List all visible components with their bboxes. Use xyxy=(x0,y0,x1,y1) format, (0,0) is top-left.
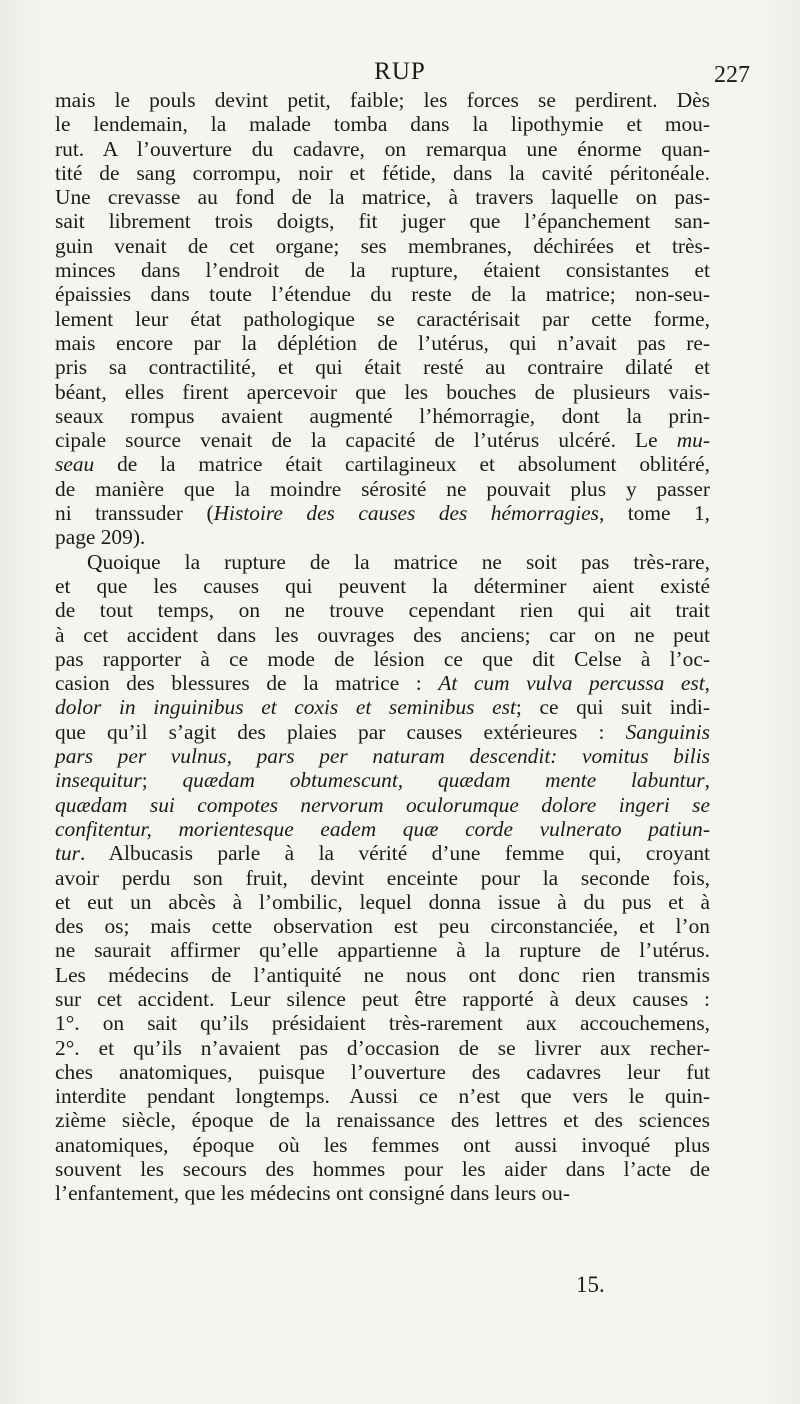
text-line: seau de la matrice était cartilagineux et absolument oblitéré, xyxy=(55,452,710,477)
text-line: l’enfantement, que les médecins ont consigné dans leurs ou- xyxy=(55,1181,571,1206)
text-line: ni transsuder (Histoire des causes des hémorragies, tome 1, xyxy=(55,501,711,526)
text-line: et que les causes qui peuvent la déterminer aient existé xyxy=(55,573,710,598)
text-line: confitentur, morientesque eadem quæ corde vulnerato patiun- xyxy=(55,816,710,841)
text-line: que qu’il s’agit des plaies par causes extérieures : Sanguinis xyxy=(55,719,710,744)
text-line: sur cet accident. Leur silence peut être rapporté à deux causes : xyxy=(55,986,710,1011)
text-line: béant, elles firent apercevoir que les bouches de plusieurs vais- xyxy=(55,379,710,404)
text-line: insequitur; quædam obtumescunt, quædam mente labuntur, xyxy=(55,768,710,793)
text-line: anatomiques, époque où les femmes ont aussi invoqué plus xyxy=(55,1132,710,1157)
text-line: sait librement trois doigts, fit juger que l’épanchement san- xyxy=(55,209,710,234)
text-line: de manière que la moindre sérosité ne pouvait plus y passer xyxy=(55,476,710,501)
text-line: Les médecins de l’antiquité ne nous ont donc rien transmis xyxy=(55,962,710,987)
text-line: interdite pendant longtemps. Aussi ce n’est que vers le quin- xyxy=(55,1084,710,1109)
text-line: zième siècle, époque de la renaissance des lettres et des sciences xyxy=(55,1108,710,1133)
text-line: pas rapporter à ce mode de lésion ce que dit Celse à l’oc- xyxy=(55,646,710,671)
text-line: tité de sang corrompu, noir et fétide, dans la cavité péritonéale. xyxy=(55,160,710,185)
text-line: ne saurait affirmer qu’elle appartienne à la rupture de l’utérus. xyxy=(55,938,710,963)
text-line: Quoique la rupture de la matrice ne soit pas très-rare, xyxy=(87,549,710,574)
text-line: ches anatomiques, puisque l’ouverture des cadavres leur fut xyxy=(55,1059,710,1084)
text-line: page 209). xyxy=(55,525,146,550)
text-line: quædam sui compotes nervorum oculorumque dolore ingeri se xyxy=(55,792,710,817)
text-line: de tout temps, on ne trouve cependant rien qui ait trait xyxy=(55,598,710,623)
text-line: épaissies dans toute l’étendue du reste de la matrice; non-seu- xyxy=(55,282,710,307)
text-line: minces dans l’endroit de la rupture, étaient consistantes et xyxy=(55,258,710,283)
text-line: cipale source venait de la capacité de l’utérus ulcéré. Le mu- xyxy=(55,428,710,453)
text-line: le lendemain, la malade tomba dans la lipothymie et mou- xyxy=(55,112,710,137)
text-line: lement leur état pathologique se caractérisait par cette forme, xyxy=(55,306,710,331)
text-line: des os; mais cette observation est peu circonstanciée, et l’on xyxy=(55,914,710,939)
text-line: Une crevasse au fond de la matrice, à travers laquelle on pas- xyxy=(55,185,710,210)
text-line: dolor in inguinibus et coxis et seminibus est; ce qui suit indi- xyxy=(55,695,710,720)
text-line: mais encore par la déplétion de l’utérus, qui n’avait pas re- xyxy=(55,330,710,355)
text-line: pars per vulnus, pars per naturam descendit: vomitus bilis xyxy=(55,744,710,769)
text-line: pris sa contractilité, et qui était resté au contraire dilaté et xyxy=(55,355,710,380)
text-line: rut. A l’ouverture du cadavre, on remarqua une énorme quan- xyxy=(55,136,710,161)
text-line: tur. Albucasis parle à la vérité d’une femme qui, croyant xyxy=(55,841,710,866)
text-line: guin venait de cet organe; ses membranes, déchirées et très- xyxy=(55,233,710,258)
text-line: 1°. on sait qu’ils présidaient très-rarement aux accouchemens, xyxy=(55,1011,710,1036)
running-title: RUP xyxy=(374,58,426,85)
text-line: 2°. et qu’ils n’avaient pas d’occasion de se livrer aux recher- xyxy=(55,1035,710,1060)
text-line: à cet accident dans les ouvrages des anciens; car on ne peut xyxy=(55,622,710,647)
text-line: et eut un abcès à l’ombilic, lequel donna issue à du pus et à xyxy=(55,889,710,914)
text-line: souvent les secours des hommes pour les aider dans l’acte de xyxy=(55,1157,710,1182)
text-line: mais le pouls devint petit, faible; les forces se perdirent. Dès xyxy=(55,88,710,112)
text-line: avoir perdu son fruit, devint enceinte pour la seconde fois, xyxy=(55,865,710,890)
text-line: seaux rompus avaient augmenté l’hémorragie, dont la prin- xyxy=(55,403,710,428)
page-number: 227 xyxy=(714,62,750,88)
body-text xyxy=(55,88,710,1206)
signature-mark: 15. xyxy=(576,1272,605,1297)
text-line: casion des blessures de la matrice : At cum vulva percussa est, xyxy=(55,671,711,696)
